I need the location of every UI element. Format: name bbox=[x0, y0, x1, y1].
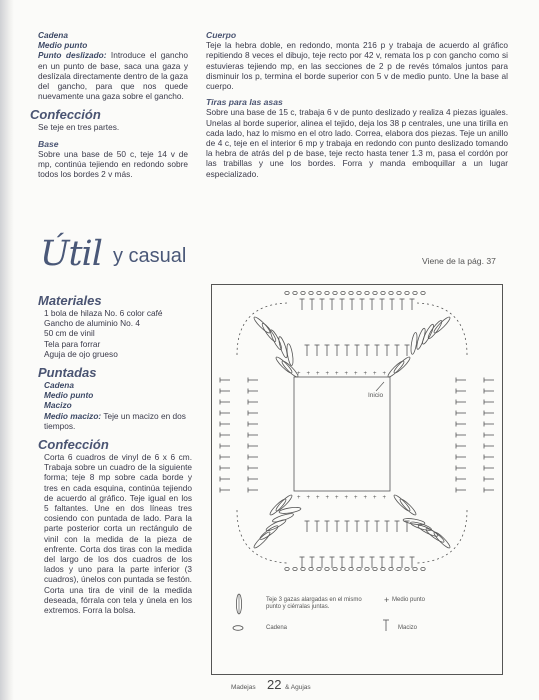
plus-mark: + bbox=[373, 495, 377, 501]
chain-oval bbox=[373, 567, 377, 570]
tiras-text: Sobre una base de 15 c, trabaja 6 v de punto deslizado y realiza 4 piezas iguales. Unelas al borde superior, alinea el tejido, deja los 38 p centrales, une una tirilla en cada lado, haz lo mismo en el otro lado. Correa, elabora dos piezas. Teje un anillo de 4 c, teje en el interior 6 mp y trabaja en redondo con punto deslizado tomando la hebra de atrás del p de base, teje recto hasta tener 1.3 m, pasa el cordón por las trabillas y une los bordes. Forra y manda emboquillar a un lugar especializado. bbox=[206, 107, 508, 179]
cluster-stitch bbox=[386, 359, 405, 378]
cluster-stitch bbox=[410, 520, 432, 532]
material-item: Tela para forrar bbox=[44, 338, 101, 349]
plus-mark: + bbox=[297, 371, 301, 377]
stitch-item-1: Medio punto bbox=[38, 40, 88, 51]
cluster-stitch bbox=[398, 497, 417, 516]
plus-mark: + bbox=[363, 495, 368, 501]
inicio-arrow bbox=[376, 382, 384, 391]
chain-oval bbox=[301, 291, 305, 294]
confeccion-text-2: Corta 6 cuadros de vinyl de 6 x 6 cm. Trabaja sobre un cuadro de la siguiente forma; teje 8 mp sobre cada borde y tres en cada esquina, continúa tejiendo de acuerdo al gráfico. Teje igual en los 5 faltantes. Une en dos líneas tres cosiendo con puntada de lado. Para la parte posterior corta un rectángulo de vinil con la medida de la pieza de enfrente. Corta dos tiras con la medida del largo de los dos cuadros de los lados y uno para la parte inferior (3 cuadros), únelos con puntada se festón. Corta una tira de vinil de la medida deseada, fórrala con tela y únela en los extremos. Forra la bolsa. bbox=[44, 452, 192, 616]
puntada-item-3: Medio macizo: Teje un macizo en dos tiempos. bbox=[44, 410, 186, 431]
chain-oval bbox=[381, 291, 385, 294]
chain-oval bbox=[413, 291, 417, 294]
left-top-column bbox=[30, 30, 188, 180]
oval-chain-icon bbox=[232, 625, 244, 631]
crochet-chart: + + + + + + + + + + + + + + + + + + + + Inicio Teje 3 gazas alargadas en el mismo punto y ciérralas juntas. + Medio punto Cadena Macizo bbox=[211, 284, 503, 675]
plus-mark: + bbox=[306, 371, 311, 377]
material-item: Aguja de ojo grueso bbox=[44, 348, 118, 359]
page-number: 22 bbox=[267, 677, 282, 692]
cluster-stitch-icon bbox=[234, 593, 244, 615]
chain-oval bbox=[405, 291, 409, 294]
continued-from-note: Viene de la pág. 37 bbox=[422, 256, 496, 266]
chain-oval bbox=[397, 567, 401, 570]
stitch-item-2: Punto deslizado: Introduce el gancho en un punto de base, saca una gaza y deslízala directamente dentro de la gaza del gancho, para que nos quede nuevamente una gaza sobre el gancho. bbox=[38, 50, 188, 102]
puntada-item-1: Medio punto bbox=[44, 390, 94, 401]
chain-oval bbox=[317, 291, 321, 294]
footer-left: Madejas bbox=[231, 684, 256, 691]
plus-icon: + bbox=[384, 595, 390, 605]
chain-oval bbox=[333, 291, 337, 294]
puntadas-heading: Puntadas bbox=[38, 365, 97, 381]
section-title-casual: y casual bbox=[113, 245, 187, 267]
base-heading: Base bbox=[38, 138, 59, 149]
puntadas-list bbox=[38, 380, 192, 431]
right-top-column bbox=[206, 30, 508, 179]
page-spine bbox=[0, 0, 14, 700]
plus-mark: + bbox=[382, 495, 387, 501]
chain-oval bbox=[381, 567, 385, 570]
chain-oval bbox=[325, 567, 329, 570]
chain-oval bbox=[293, 291, 297, 294]
puntada-item-2: Macizo bbox=[44, 400, 72, 411]
cluster-stitch bbox=[252, 530, 271, 549]
cluster-stitch bbox=[432, 530, 451, 549]
materiales-heading: Materiales bbox=[38, 293, 102, 308]
cluster-stitch bbox=[279, 506, 302, 514]
tiras-heading: Tiras para las asas bbox=[206, 97, 283, 108]
chain-oval bbox=[373, 291, 377, 294]
plus-mark: + bbox=[382, 371, 387, 377]
plus-mark: + bbox=[373, 371, 377, 377]
materials-list bbox=[38, 308, 192, 359]
plus-mark: + bbox=[335, 495, 339, 501]
chain-oval bbox=[317, 567, 321, 570]
chain-oval bbox=[285, 567, 289, 570]
chain-oval bbox=[293, 567, 297, 570]
chain-oval bbox=[405, 567, 409, 570]
confeccion-heading: Confección bbox=[30, 107, 101, 123]
base-text: Sobre una base de 50 c, teje 14 v de mp, continúa tejiendo en redondo sobre todos los bordes 2 v más. bbox=[38, 148, 188, 180]
stitch-item-0: Cadena bbox=[38, 30, 68, 40]
plus-mark: + bbox=[344, 495, 349, 501]
chain-oval bbox=[349, 291, 353, 294]
left-bottom-column bbox=[38, 293, 192, 615]
confeccion-text: Se teje en tres partes. bbox=[38, 122, 120, 133]
cluster-stitch bbox=[286, 343, 294, 366]
chain-oval bbox=[397, 291, 401, 294]
plus-mark: + bbox=[335, 371, 339, 377]
cluster-stitch bbox=[392, 355, 411, 374]
chain-oval bbox=[309, 291, 313, 294]
chain-oval bbox=[325, 291, 329, 294]
plus-mark: + bbox=[325, 495, 330, 501]
chain-oval bbox=[301, 567, 305, 570]
chain-oval bbox=[365, 567, 369, 570]
section-title-util: Útil bbox=[40, 234, 102, 274]
plus-mark: + bbox=[297, 495, 301, 501]
material-item: Gancho de aluminio No. 4 bbox=[44, 318, 140, 329]
plus-mark: + bbox=[325, 371, 330, 377]
chain-oval bbox=[285, 291, 289, 294]
chain-oval bbox=[333, 567, 337, 570]
plus-mark: + bbox=[306, 495, 311, 501]
puntada-item-0: Cadena bbox=[44, 380, 74, 391]
footer-right: & Agujas bbox=[285, 684, 311, 691]
chain-oval bbox=[389, 291, 393, 294]
confeccion-heading-2: Confección bbox=[38, 437, 109, 453]
chain-oval bbox=[421, 567, 425, 570]
chain-oval bbox=[413, 567, 417, 570]
legend-item-plus: + Medio punto bbox=[384, 595, 426, 605]
cluster-stitch bbox=[274, 493, 293, 512]
chain-oval bbox=[349, 567, 353, 570]
cluster-stitch bbox=[392, 493, 411, 512]
stitch-list bbox=[38, 30, 188, 101]
plus-mark: + bbox=[316, 371, 320, 377]
cuerpo-text: Teje la hebra doble, en redondo, monta 216 p y trabaja de acuerdo al gráfico repitiendo 8 veces el dibujo, teje recto por 42 v, remata los p con gancho como si estuvieras tejiendo mp, en las secciones de 2 p de revés tómalos juntos para disminuir los p, termina el borde superior con 5 v de medio punto. Une la base al cuerpo. bbox=[206, 40, 508, 92]
material-item: 1 bola de hilaza No. 6 color café bbox=[44, 308, 163, 318]
chain-oval bbox=[341, 291, 345, 294]
chain-oval bbox=[389, 567, 393, 570]
inicio-label: Inicio bbox=[368, 392, 384, 399]
plus-mark: + bbox=[344, 371, 349, 377]
plus-mark: + bbox=[354, 371, 358, 377]
cuerpo-heading: Cuerpo bbox=[206, 30, 237, 40]
t-stitch-icon bbox=[382, 619, 390, 631]
chain-oval bbox=[357, 291, 361, 294]
chain-oval bbox=[365, 291, 369, 294]
material-item: 50 cm de vinil bbox=[44, 328, 95, 339]
chart-symbols bbox=[220, 291, 494, 570]
chain-oval bbox=[341, 567, 345, 570]
cluster-stitch bbox=[410, 332, 418, 355]
plus-mark: + bbox=[354, 495, 358, 501]
plus-mark: + bbox=[363, 371, 368, 377]
plus-mark: + bbox=[316, 495, 320, 501]
chain-oval bbox=[421, 291, 425, 294]
crochet-diagram bbox=[212, 285, 502, 674]
chain-oval bbox=[309, 567, 313, 570]
chain-oval bbox=[357, 567, 361, 570]
